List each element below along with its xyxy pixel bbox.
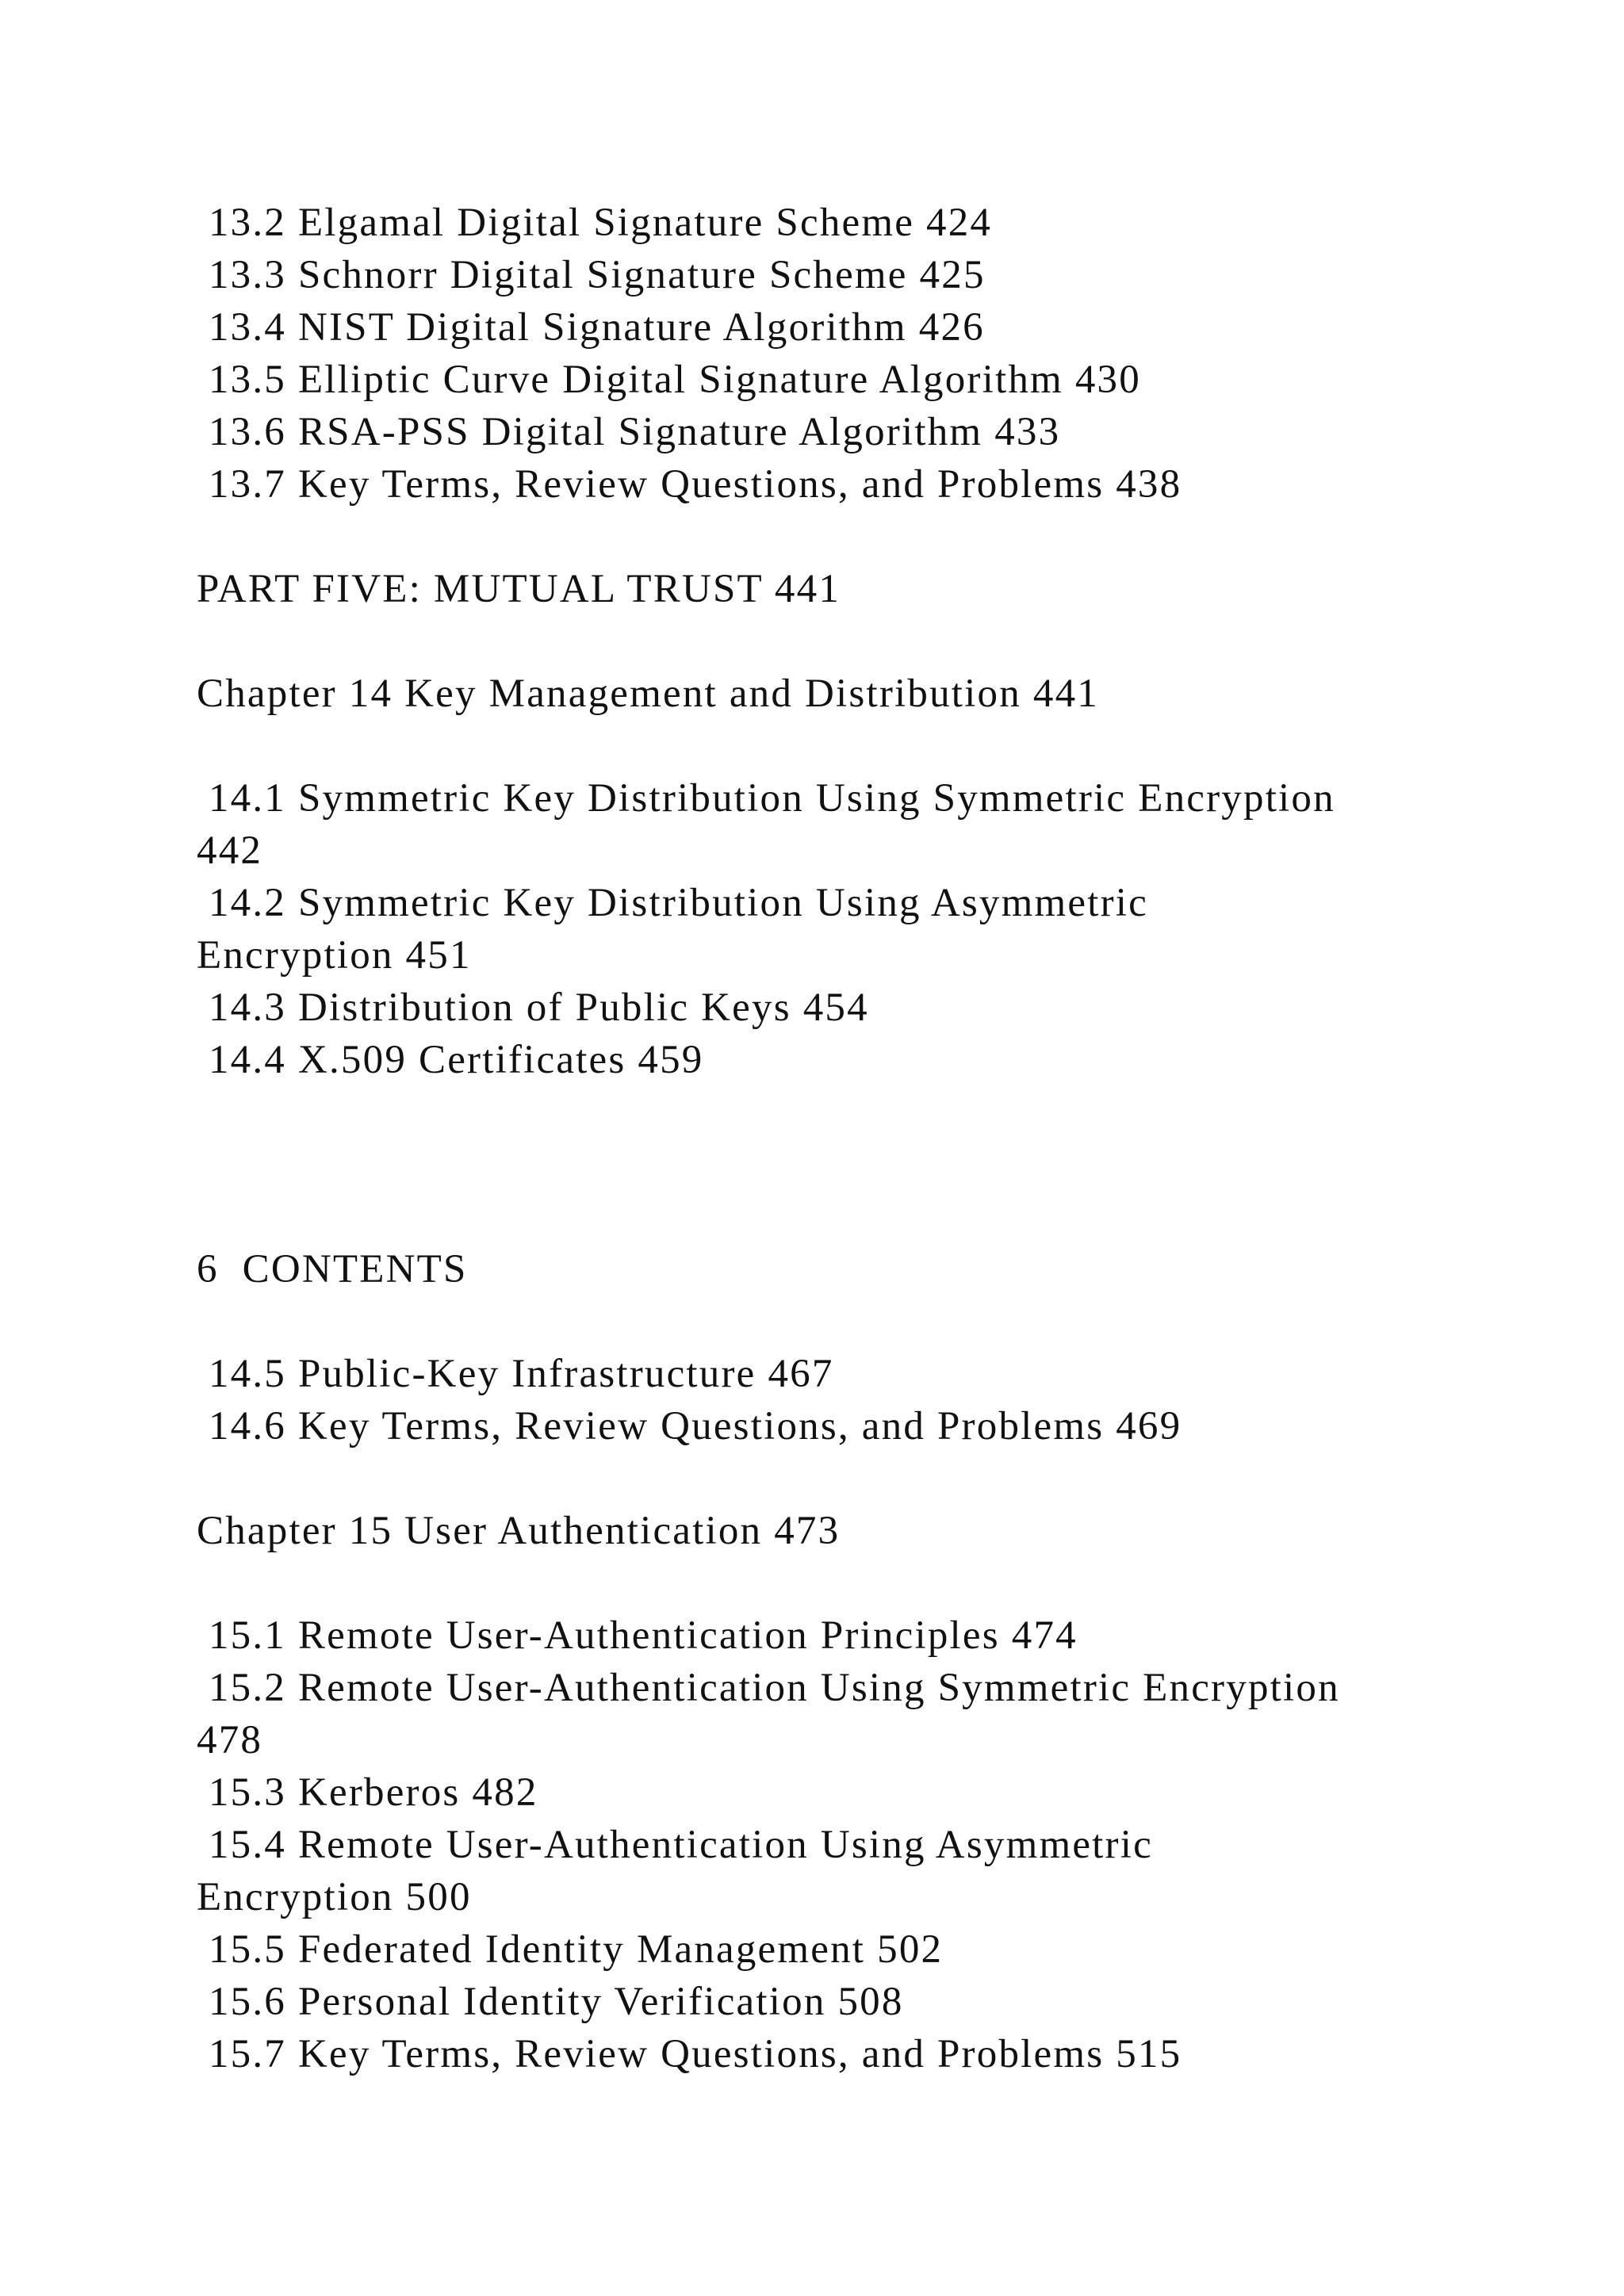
toc-entry-14-2: 14.2 Symmetric Key Distribution Using Asymmetric <box>197 881 1148 925</box>
toc-entry-14-1: 14.1 Symmetric Key Distribution Using Symmetric Encryption <box>197 776 1335 821</box>
toc-entry-13-3: 13.3 Schnorr Digital Signature Scheme 425 <box>197 253 986 297</box>
toc-entry-13-5: 13.5 Elliptic Curve Digital Signature Algorithm 430 <box>197 358 1141 402</box>
toc-entry-13-2: 13.2 Elgamal Digital Signature Scheme 424 <box>197 201 993 245</box>
toc-entry-15-1: 15.1 Remote User-Authentication Principles 474 <box>197 1613 1078 1658</box>
toc-entry-13-4: 13.4 NIST Digital Signature Algorithm 426 <box>197 305 985 350</box>
toc-entry-14-1-page: 442 <box>197 828 263 873</box>
toc-entry-15-2-page: 478 <box>197 1718 263 1762</box>
toc-entry-14-4: 14.4 X.509 Certificates 459 <box>197 1038 704 1082</box>
toc-entry-15-2: 15.2 Remote User-Authentication Using Symmetric Encryption <box>197 1666 1340 1710</box>
toc-entry-15-4: 15.4 Remote User-Authentication Using Asymmetric <box>197 1823 1153 1867</box>
toc-entry-15-4-continued: Encryption 500 <box>197 1875 472 1919</box>
toc-entry-15-3: 15.3 Kerberos 482 <box>197 1770 538 1815</box>
toc-entry-15-6: 15.6 Personal Identity Verification 508 <box>197 1980 904 2024</box>
toc-entry-14-5: 14.5 Public-Key Infrastructure 467 <box>197 1352 834 1396</box>
page-header: 6 CONTENTS <box>197 1247 468 1292</box>
chapter-15-heading: Chapter 15 User Authentication 473 <box>197 1509 841 1553</box>
toc-entry-15-5: 15.5 Federated Identity Management 502 <box>197 1927 944 1972</box>
toc-entry-14-6: 14.6 Key Terms, Review Questions, and Problems 469 <box>197 1404 1182 1448</box>
toc-entry-13-6: 13.6 RSA-PSS Digital Signature Algorithm 433 <box>197 410 1061 454</box>
part-heading: PART FIVE: MUTUAL TRUST 441 <box>197 567 841 611</box>
toc-entry-14-3: 14.3 Distribution of Public Keys 454 <box>197 985 869 1030</box>
chapter-14-heading: Chapter 14 Key Management and Distribution 441 <box>197 672 1099 716</box>
toc-entry-14-2-continued: Encryption 451 <box>197 933 472 978</box>
toc-entry-13-7: 13.7 Key Terms, Review Questions, and Problems 438 <box>197 462 1182 507</box>
toc-entry-15-7: 15.7 Key Terms, Review Questions, and Problems 515 <box>197 2032 1182 2076</box>
